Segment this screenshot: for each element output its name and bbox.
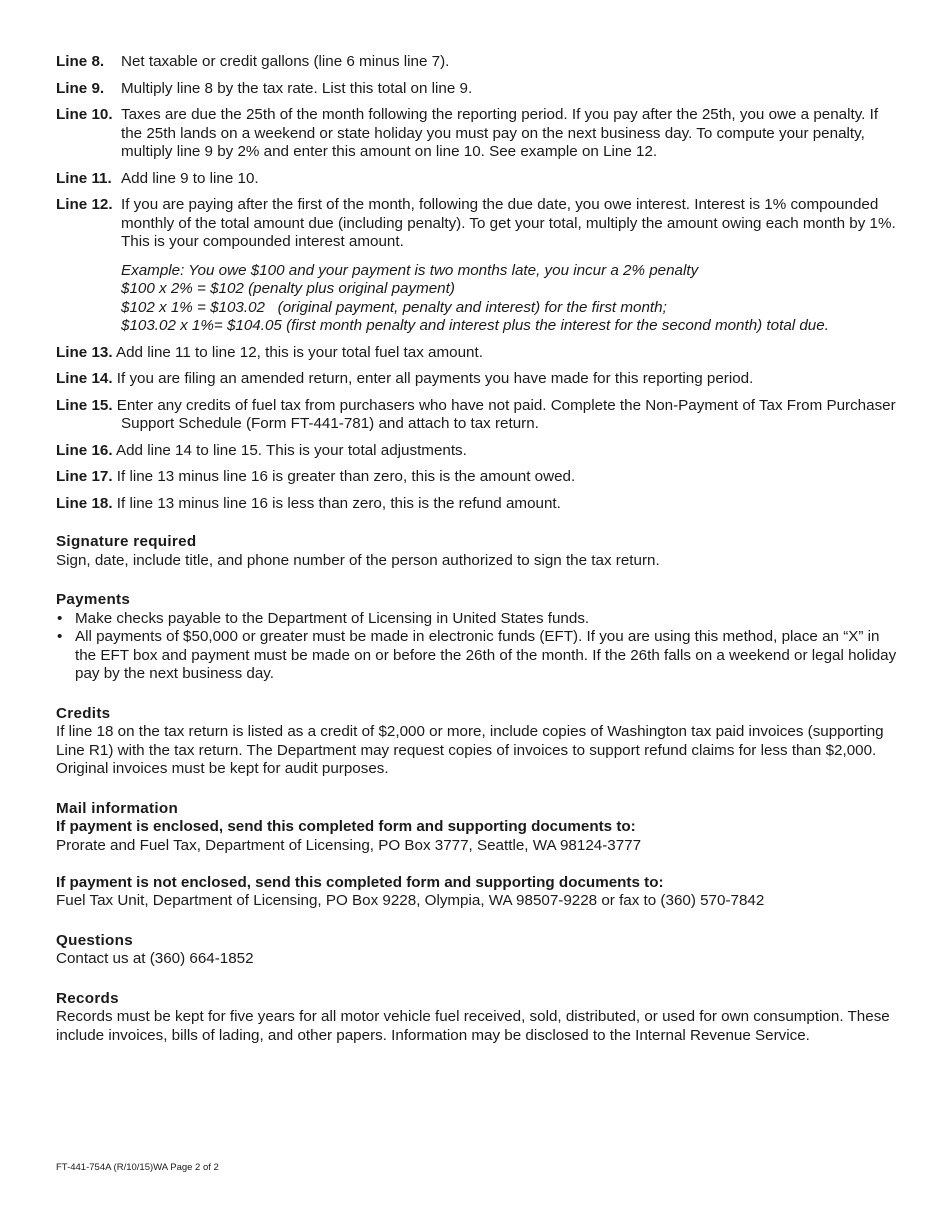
line-14-instruction xyxy=(56,370,901,389)
line-text: Enter any credits of fuel tax from purchasers who have not paid. Complete the Non-Payment of Tax From Purchaser Support Schedule (Form FT-441-781) and attach to tax return. xyxy=(116,396,896,432)
credits-heading: Credits xyxy=(56,704,111,722)
payment-enclosed-address: Prorate and Fuel Tax, Department of Licensing, PO Box 3777, Seattle, WA 98124-3777 xyxy=(56,836,642,854)
line-12-instruction xyxy=(56,196,901,252)
line-label: Line 17. xyxy=(56,468,113,485)
records-section xyxy=(56,990,901,1046)
line-17-instruction xyxy=(56,468,901,487)
credits-section xyxy=(56,705,901,779)
line-8-instruction xyxy=(56,53,901,72)
line-label: Line 12. xyxy=(56,196,113,213)
list-item xyxy=(56,628,901,684)
questions-heading: Questions xyxy=(56,931,133,949)
line-text: Multiply line 8 by the tax rate. List this total on line 9. xyxy=(121,79,473,97)
line-16-instruction xyxy=(56,442,901,461)
line-9-instruction xyxy=(56,80,901,99)
records-heading: Records xyxy=(56,989,119,1007)
line-text: Add line 9 to line 10. xyxy=(121,169,259,187)
line-18-instruction xyxy=(56,495,901,514)
line-text: Add line 14 to line 15. This is your total adjustments. xyxy=(115,441,467,459)
records-text: Records must be kept for five years for all motor vehicle fuel received, sold, distributed, or used for own consumption. These include invoices, bills of lading, and other papers. Information may be disclosed to the Internal Revenue Service. xyxy=(56,1008,890,1044)
line-10-instruction xyxy=(56,106,901,162)
signature-heading: Signature required xyxy=(56,533,197,550)
line-text: Taxes are due the 25th of the month following the reporting period. If you pay after the 25th, you owe a penalty. If the 25th lands on a weekend or state holiday you must pay on the next business day. To compute your penalty, multiply line 9 by 2% and enter this amount on line 10. See example on Line 12. xyxy=(121,106,879,160)
example-line: Example: You owe $100 and your payment is two months late, you incur a 2% penalty xyxy=(121,261,699,279)
bullet-icon: • xyxy=(57,609,63,627)
mail-section xyxy=(56,800,901,911)
credits-text: If line 18 on the tax return is listed as a credit of $2,000 or more, include copies of Washington tax paid invoices (supporting Line R1) with the tax return. The Department may request copies of invoices to support refund claims for less than $2,000. Original invoices must be kept for audit purposes. xyxy=(56,723,884,777)
example-line: $103.02 x 1%= $104.05 (first month penalty and interest plus the interest for the second month) total due. xyxy=(121,317,829,334)
line-text: If you are filing an amended return, enter all payments you have made for this reporting period. xyxy=(116,370,754,387)
line-label: Line 14. xyxy=(56,370,113,387)
questions-text: Contact us at (360) 664-1852 xyxy=(56,950,254,967)
line-text: If line 13 minus line 16 is less than zero, this is the refund amount. xyxy=(116,494,561,512)
penalty-interest-example xyxy=(121,262,901,336)
list-item-text: All payments of $50,000 or greater must be made in electronic funds (EFT). If you are using this method, place an “X” in the EFT box and payment must be made on or before the 26th of the month. If the 26th falls on a weekend or legal holiday pay by the next business day. xyxy=(75,628,897,682)
payment-not-enclosed-label: If payment is not enclosed, send this completed form and supporting documents to: xyxy=(56,873,664,891)
payment-not-enclosed-address: Fuel Tax Unit, Department of Licensing, PO Box 9228, Olympia, WA 98507-9228 or fax to (360) 570-7842 xyxy=(56,892,765,909)
spacer xyxy=(56,855,901,874)
line-label: Line 10. xyxy=(56,106,113,123)
line-11-instruction xyxy=(56,170,901,189)
line-label: Line 11. xyxy=(56,169,112,187)
line-label: Line 15. xyxy=(56,396,113,414)
payments-section xyxy=(56,591,901,684)
questions-section xyxy=(56,932,901,969)
mail-heading: Mail information xyxy=(56,799,179,817)
line-label: Line 8. xyxy=(56,53,105,70)
line-text: If line 13 minus line 16 is greater than zero, this is the amount owed. xyxy=(116,468,576,485)
list-item-text: Make checks payable to the Department of Licensing in United States funds. xyxy=(75,609,590,627)
form-footer: FT-441-754A (R/10/15)WA Page 2 of 2 xyxy=(56,1162,219,1173)
line-13-instruction xyxy=(56,344,901,363)
signature-text: Sign, date, include title, and phone number of the person authorized to sign the tax return. xyxy=(56,551,660,569)
example-line: $102 x 1% = $103.02 (original payment, penalty and interest) for the first month; xyxy=(121,298,667,316)
line-label: Line 13. xyxy=(56,343,113,361)
line-label: Line 16. xyxy=(56,441,113,459)
line-label: Line 18. xyxy=(56,494,113,512)
instructions-page xyxy=(56,53,901,1045)
line-label: Line 9. xyxy=(56,79,105,97)
payments-heading: Payments xyxy=(56,591,131,608)
signature-section xyxy=(56,533,901,570)
line-text: Net taxable or credit gallons (line 6 minus line 7). xyxy=(121,53,450,70)
payments-list xyxy=(56,610,901,684)
line-15-instruction xyxy=(56,397,901,434)
line-text: Add line 11 to line 12, this is your total fuel tax amount. xyxy=(115,343,483,361)
list-item xyxy=(56,610,901,629)
bullet-icon: • xyxy=(57,628,63,645)
example-line: $100 x 2% = $102 (penalty plus original payment) xyxy=(121,280,455,297)
payment-enclosed-label: If payment is enclosed, send this completed form and supporting documents to: xyxy=(56,818,636,835)
line-text: If you are paying after the first of the month, following the due date, you owe interest. Interest is 1% compounded monthly of the total amount due (including penalty). To get your total, multiply the amount owing each month by 1%. This is your compounded interest amount. xyxy=(121,196,896,250)
